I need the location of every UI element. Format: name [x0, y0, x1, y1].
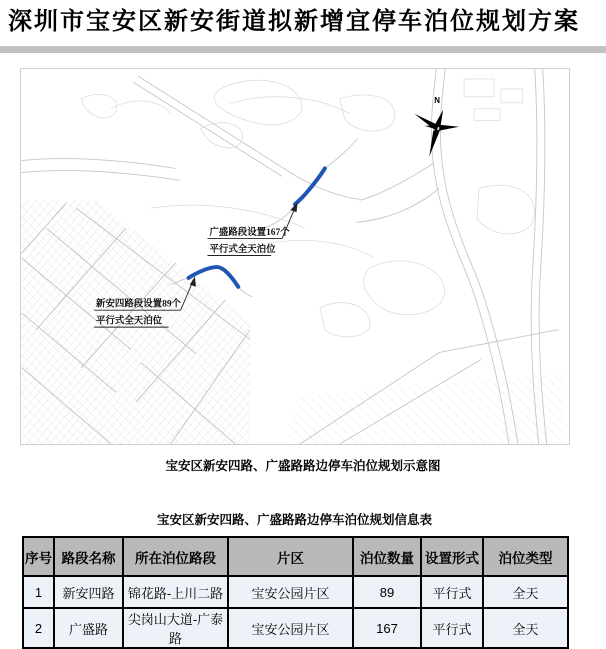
annotation-guangsheng-line1: 广盛路段设置167个	[209, 228, 290, 239]
cell-seq-no: 2	[23, 608, 54, 648]
cell-layout-type: 平行式	[421, 608, 483, 648]
header-berth-section: 所在泊位路段	[123, 537, 228, 576]
cell-berth-count: 89	[353, 576, 421, 608]
cell-berth-section: 尖岗山大道-广泰路	[123, 608, 228, 648]
cell-road-name: 新安四路	[54, 576, 123, 608]
table-header-row	[23, 537, 568, 576]
cell-seq-no: 1	[23, 576, 54, 608]
header-berth-type: 泊位类型	[483, 537, 568, 576]
cell-road-name: 广盛路	[54, 608, 123, 648]
page-title: 深圳市宝安区新安街道拟新增宜停车泊位规划方案	[8, 8, 580, 35]
cell-berth-section: 锦花路-上川二路	[123, 576, 228, 608]
cell-district: 宝安公园片区	[228, 608, 353, 648]
map-caption: 宝安区新安四路、广盛路路边停车泊位规划示意图	[165, 459, 441, 473]
compass-north-label: N	[434, 95, 440, 105]
table-row	[23, 576, 568, 608]
header-district: 片区	[228, 537, 353, 576]
table-row	[23, 608, 568, 648]
title-divider	[0, 46, 606, 53]
map-canvas	[21, 69, 569, 444]
annotation-xinan-line1: 新安四路段设置89个	[96, 299, 182, 310]
cell-berth-type: 全天	[483, 576, 568, 608]
highlight-guangsheng-road-segment	[295, 168, 325, 204]
header-berth-count: 泊位数量	[353, 537, 421, 576]
cell-berth-type: 全天	[483, 608, 568, 648]
annotation-xinan-line2: 平行式全天泊位	[96, 316, 163, 327]
table-title: 宝安区新安四路、广盛路路边停车泊位规划信息表	[156, 513, 432, 527]
planning-map	[20, 68, 570, 445]
header-seq-no: 序号	[23, 537, 54, 576]
compass-icon	[414, 96, 459, 157]
annotation-guangsheng-line2: 平行式全天泊位	[209, 245, 276, 256]
cell-district: 宝安公园片区	[228, 576, 353, 608]
parking-info-table	[22, 536, 569, 649]
cell-layout-type: 平行式	[421, 576, 483, 608]
cell-berth-count: 167	[353, 608, 421, 648]
header-layout-type: 设置形式	[421, 537, 483, 576]
header-road-name: 路段名称	[54, 537, 123, 576]
